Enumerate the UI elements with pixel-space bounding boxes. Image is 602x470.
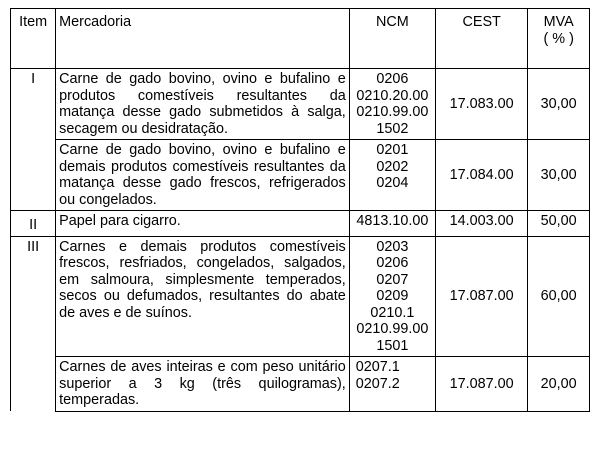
ncm-code: 0207.1 <box>355 359 400 375</box>
ncm-code: 0210.20.00 <box>356 87 429 104</box>
header-mva-label: MVA <box>543 14 574 30</box>
ncm-code: 0207.2 <box>355 375 400 392</box>
ncm-cell <box>349 236 435 357</box>
cest-cell: 17.087.00 <box>435 236 527 357</box>
header-mva-unit: ( % ) <box>543 30 574 47</box>
mva-cell: 30,00 <box>528 69 590 140</box>
ncm-cell <box>349 357 435 412</box>
ncm-code: 4813.10.00 <box>356 213 429 229</box>
mva-cell: 50,00 <box>528 211 590 237</box>
item-number: I <box>11 69 56 211</box>
table-row <box>11 236 590 357</box>
ncm-code: 0210.99.00 <box>356 321 429 337</box>
mercadoria-text: Carne de gado bovino, ovino e bufalino e produtos comestíveis resultantes da matança desse gado submetidos à salga, secagem ou desidratação. <box>59 71 346 137</box>
table-row <box>11 357 590 412</box>
ncm-code: 0203 <box>376 238 409 255</box>
ncm-code: 0201 <box>376 142 409 158</box>
ncm-code: 0204 <box>376 175 409 191</box>
ncm-code: 0202 <box>376 158 409 175</box>
mercadoria-cell <box>56 211 350 237</box>
mva-cell: 30,00 <box>528 140 590 211</box>
ncm-code: 0206 <box>376 71 409 87</box>
cest-cell: 17.083.00 <box>435 69 527 140</box>
ncm-cell <box>349 140 435 211</box>
mercadoria-text: Carne de gado bovino, ovino e bufalino e demais produtos comestíveis resultantes da matança desse gado frescos, refrigerados ou congelados. <box>59 142 346 208</box>
table-row <box>11 69 590 140</box>
cest-cell: 17.087.00 <box>435 357 527 412</box>
mercadoria-cell <box>56 357 350 412</box>
mercadoria-cell <box>56 140 350 211</box>
mercadoria-cell <box>56 69 350 140</box>
header-row <box>11 9 590 69</box>
header-ncm: NCM <box>349 9 435 69</box>
ncm-code: 0207 <box>376 271 409 288</box>
header-mercadoria: Mercadoria <box>56 9 350 69</box>
mva-cell: 60,00 <box>528 236 590 357</box>
cest-cell: 17.084.00 <box>435 140 527 211</box>
header-item: Item <box>11 9 56 69</box>
ncm-cell <box>349 69 435 140</box>
mercadoria-cell <box>56 236 350 357</box>
item-number: II <box>11 211 56 237</box>
table-row <box>11 211 590 237</box>
item-number: III <box>11 236 56 411</box>
ncm-code: 0210.1 <box>370 304 415 321</box>
mva-cell: 20,00 <box>528 357 590 412</box>
ncm-cell <box>349 211 435 237</box>
ncm-code: 0209 <box>376 288 409 304</box>
header-mva <box>528 9 590 69</box>
header-cest: CEST <box>435 9 527 69</box>
ncm-code: 1501 <box>376 337 409 354</box>
mva-table <box>10 8 590 412</box>
mercadoria-text: Carnes e demais produtos comestíveis frescos, resfriados, congelados, salgados, em salmoura, simplesmente temperados, secos ou defumados, resultantes do abate de aves e de suínos. <box>59 238 346 321</box>
ncm-code: 0206 <box>376 255 409 271</box>
ncm-code: 0210.99.00 <box>356 104 429 120</box>
table-row <box>11 140 590 211</box>
mercadoria-text: Papel para cigarro. <box>59 213 181 229</box>
mercadoria-text: Carnes de aves inteiras e com peso unitário superior a 3 kg (três quilogramas), temperadas. <box>59 359 346 408</box>
cest-cell: 14.003.00 <box>435 211 527 237</box>
ncm-code: 1502 <box>376 120 409 137</box>
